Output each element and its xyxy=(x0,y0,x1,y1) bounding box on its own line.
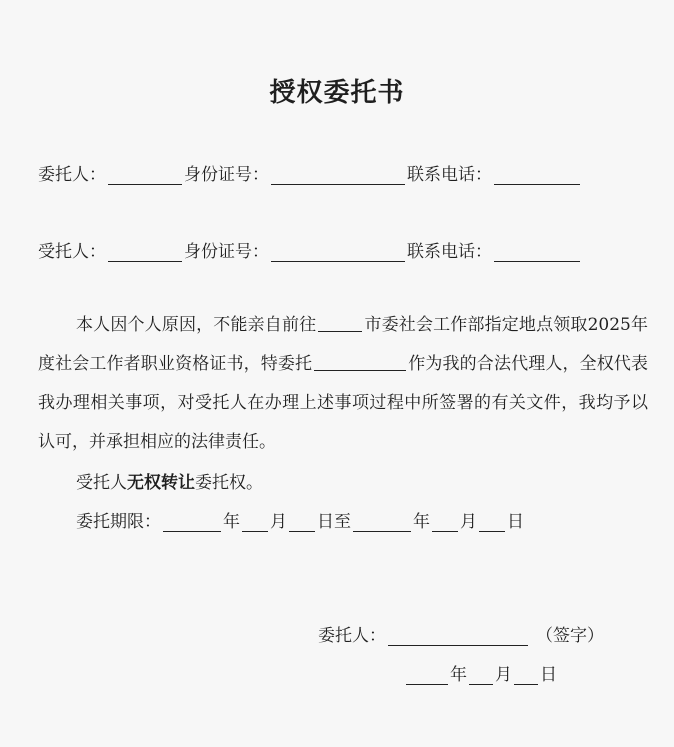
principal-info-row xyxy=(38,160,582,185)
term-year-label: 年 xyxy=(223,512,240,532)
term-start-day-blank[interactable] xyxy=(289,513,315,532)
term-label: 委托期限： xyxy=(76,512,161,532)
agent-info-row xyxy=(38,237,582,262)
signature-label: 委托人： xyxy=(318,626,386,646)
paragraph-part-1: 本人因个人原因，不能亲自前往 xyxy=(76,315,317,335)
principal-id-blank[interactable] xyxy=(271,166,405,185)
agent-id-label: 身份证号： xyxy=(184,242,269,262)
term-end-day-blank[interactable] xyxy=(479,513,505,532)
no-transfer-suffix: 委托权。 xyxy=(195,473,263,493)
agent-phone-blank[interactable] xyxy=(494,243,580,262)
principal-name-blank[interactable] xyxy=(108,166,182,185)
sign-month-blank[interactable] xyxy=(469,666,493,685)
sign-year-label: 年 xyxy=(450,665,467,685)
paragraph-part-3: 作为我的合法代理人，全权代表我办理相关事项，对受托人在办理上述事项过程中所签署的有关文件，我均予以认可，并承担相应的法律责任。 xyxy=(38,354,649,452)
signature-line xyxy=(318,621,604,646)
agent-label: 受托人： xyxy=(38,242,106,262)
agent-name-inline-blank[interactable] xyxy=(314,354,406,371)
term-month-label: 月 xyxy=(270,512,287,532)
document-title: 授权委托书 xyxy=(269,78,405,108)
principal-id-label: 身份证号： xyxy=(184,165,269,185)
signature-date-line xyxy=(404,660,557,685)
principal-phone-blank[interactable] xyxy=(494,166,580,185)
principal-label: 委托人： xyxy=(38,165,106,185)
agent-name-blank[interactable] xyxy=(108,243,182,262)
no-transfer-line xyxy=(76,468,263,493)
sign-year-blank[interactable] xyxy=(406,666,448,685)
sign-day-blank[interactable] xyxy=(514,666,538,685)
paragraph-part-2: 市委社会工作部指定地点领取2025年度社会工作者职业资格证书，特委托 xyxy=(38,315,649,374)
no-transfer-prefix: 受托人 xyxy=(76,473,127,493)
term-year2-label: 年 xyxy=(413,512,430,532)
sign-month-label: 月 xyxy=(495,665,512,685)
authorization-paragraph xyxy=(38,306,648,462)
term-day-label: 日 xyxy=(507,512,524,532)
term-start-month-blank[interactable] xyxy=(242,513,268,532)
term-end-month-blank[interactable] xyxy=(432,513,458,532)
agent-phone-label: 联系电话： xyxy=(407,242,492,262)
principal-phone-label: 联系电话： xyxy=(407,165,492,185)
term-end-year-blank[interactable] xyxy=(353,513,411,532)
sign-day-label: 日 xyxy=(540,665,557,685)
agent-id-blank[interactable] xyxy=(271,243,405,262)
term-day-to-label: 日至 xyxy=(317,512,351,532)
city-blank[interactable] xyxy=(318,315,362,332)
signature-note: （签字） xyxy=(536,626,604,646)
term-start-year-blank[interactable] xyxy=(163,513,221,532)
no-transfer-bold: 无权转让 xyxy=(127,473,195,493)
term-month2-label: 月 xyxy=(460,512,477,532)
signature-blank[interactable] xyxy=(388,627,528,646)
term-line xyxy=(76,507,524,532)
